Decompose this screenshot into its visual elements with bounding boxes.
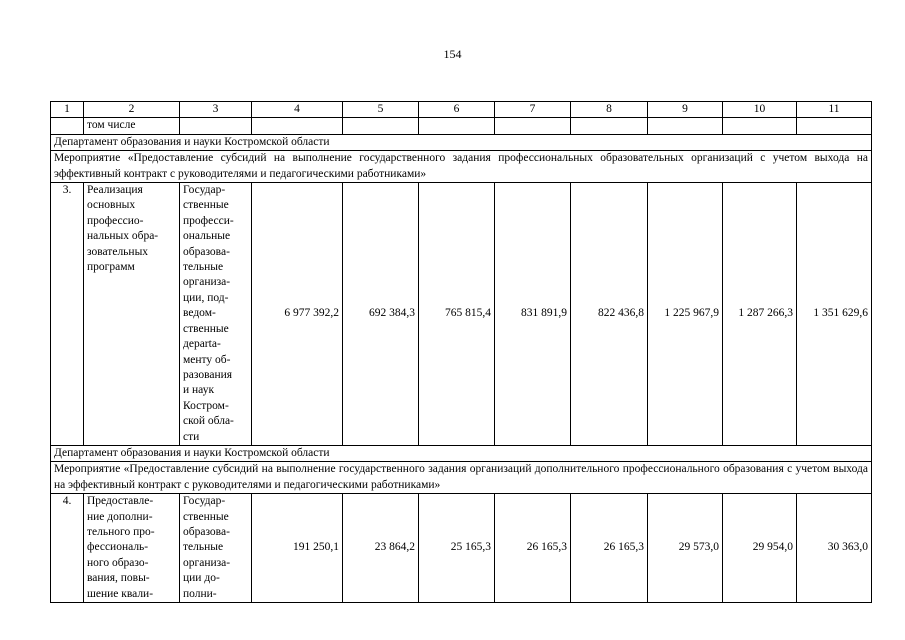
header-cell: 9 — [648, 102, 723, 118]
value-cell: 1 225 967,9 — [648, 183, 723, 446]
header-cell: 11 — [797, 102, 872, 118]
activity-name: Реализация основных профессио- нальных обра- зовательных программ — [84, 183, 180, 446]
measure-row — [51, 151, 872, 183]
table-cell — [723, 118, 797, 134]
department-row — [51, 445, 872, 461]
value-cell: 26 165,3 — [495, 494, 571, 603]
header-cell: 1 — [51, 102, 84, 118]
department-label: Департамент образования и науки Костромской области — [51, 445, 872, 461]
value-cell: 822 436,8 — [571, 183, 648, 446]
value-cell: 831 891,9 — [495, 183, 571, 446]
header-cell: 5 — [343, 102, 419, 118]
value-cell: 26 165,3 — [571, 494, 648, 603]
executor-name: Государ- ственные образова- тельные организа- ции до- полни- — [180, 494, 252, 603]
value-cell: 692 384,3 — [343, 183, 419, 446]
value-cell: 6 977 392,2 — [252, 183, 343, 446]
measure-label: Мероприятие «Предоставление субсидий на выполнение государственного задания организаций дополнительного профессионального образования с учетом выхода на эффективный контракт с руководителями и педагогическими работниками» — [51, 462, 872, 494]
budget-table — [50, 101, 872, 603]
value-cell: 30 363,0 — [797, 494, 872, 603]
table-cell — [51, 118, 84, 134]
value-cell: 1 351 629,6 — [797, 183, 872, 446]
table-header-row — [51, 102, 872, 118]
header-cell: 4 — [252, 102, 343, 118]
table-row — [51, 118, 872, 134]
header-cell: 8 — [571, 102, 648, 118]
value-cell: 23 864,2 — [343, 494, 419, 603]
table-cell — [180, 118, 252, 134]
table-cell — [252, 118, 343, 134]
table-cell — [571, 118, 648, 134]
activity-name: Предоставле- ние дополни- тельного про- фессиональ- ного образо- вания, повы- шение квали- — [84, 494, 180, 603]
value-cell: 29 954,0 — [723, 494, 797, 603]
value-cell: 191 250,1 — [252, 494, 343, 603]
value-cell: 1 287 266,3 — [723, 183, 797, 446]
department-label: Департамент образования и науки Костромской области — [51, 134, 872, 150]
header-cell: 6 — [419, 102, 495, 118]
header-cell: 10 — [723, 102, 797, 118]
value-cell: 29 573,0 — [648, 494, 723, 603]
executor-name: Государ- ственные професси- ональные образова- тельные организа- ции, под- ведом- ственные деparta- менту об- разования и наук Костром- ской обла- сти — [180, 183, 252, 446]
measure-label: Мероприятие «Предоставление субсидий на выполнение государственного задания профессиональных образовательных организаций с учетом выхода на эффективный контракт с руководителями и педагогическими работниками» — [51, 151, 872, 183]
table-cell — [648, 118, 723, 134]
value-cell: 765 815,4 — [419, 183, 495, 446]
table-cell — [797, 118, 872, 134]
table-cell — [419, 118, 495, 134]
header-cell: 3 — [180, 102, 252, 118]
sub-row-label: том числе — [84, 118, 180, 134]
header-cell: 7 — [495, 102, 571, 118]
measure-row — [51, 462, 872, 494]
page-number: 154 — [443, 47, 462, 61]
table-row — [51, 183, 872, 446]
value-cell: 25 165,3 — [419, 494, 495, 603]
row-index: 3. — [51, 183, 84, 446]
table-cell — [343, 118, 419, 134]
department-row — [51, 134, 872, 150]
row-index: 4. — [51, 494, 84, 603]
table-cell — [495, 118, 571, 134]
table-row — [51, 494, 872, 603]
header-cell: 2 — [84, 102, 180, 118]
